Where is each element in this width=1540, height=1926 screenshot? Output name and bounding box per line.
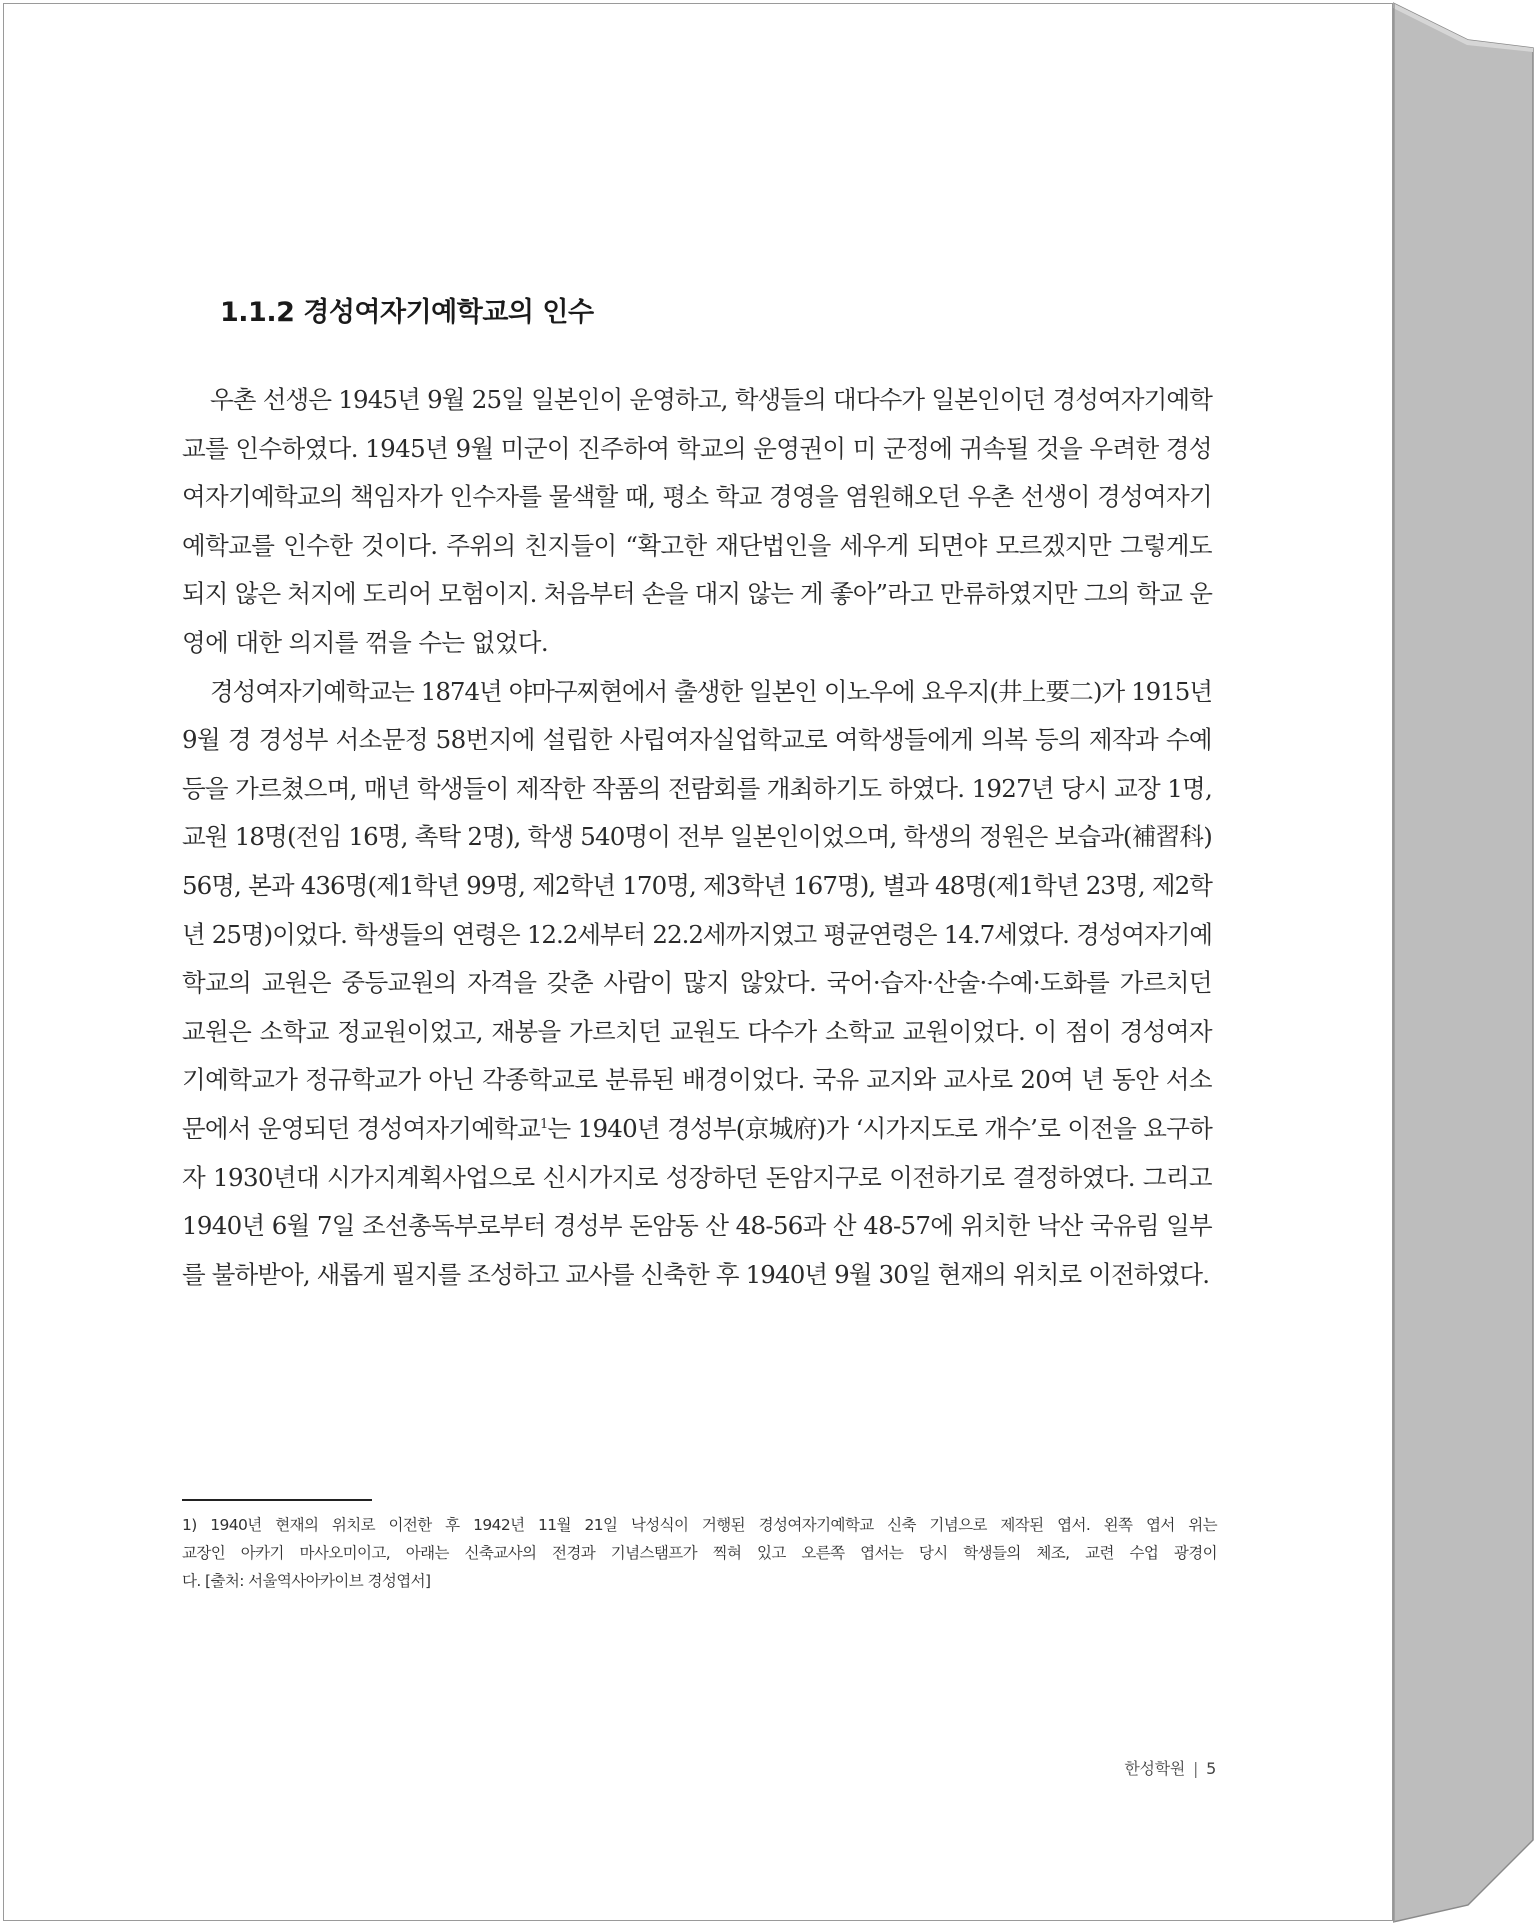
text-line: 여자기예학교의 책임자가 인수자를 물색할 때, 평소 학교 경영을 염원해오던 우촌 선생이 경성여자기: [182, 482, 1212, 512]
text-line: 9월 경 경성부 서소문정 58번지에 설립한 사립여자실업학교로 여학생들에게 의복 등의 제작과 수예: [182, 725, 1212, 755]
footnote-line: 1) 1940년 현재의 위치로 이전한 후 1942년 11월 21일 낙성식이 거행된 경성여자기예학교 신축 기념으로 제작된 엽서. 왼쪽 엽서 위는: [182, 1516, 1217, 1534]
footnote-reference[interactable]: 1: [539, 1116, 548, 1132]
paragraph-1: [182, 376, 1212, 668]
footer-separator: |: [1193, 1759, 1199, 1778]
text-line: 자 1930년대 시가지계획사업으로 신시가지로 성장하던 돈암지구로 이전하기로 결정하였다. 그리고: [182, 1162, 1212, 1192]
text-line-part: 는 1940년 경성부(京城府)가 ‘시가지도로 개수’로 이전을 요구하: [547, 1113, 1212, 1143]
page-footer: [1080, 1756, 1216, 1779]
running-title: 한성학원: [1124, 1759, 1186, 1778]
text-line-part: 문에서 운영되던 경성여자기예학교: [182, 1113, 540, 1143]
page-number: 5: [1206, 1759, 1216, 1778]
text-line: 1940년 6월 7일 조선총독부로부터 경성부 돈암동 산 48-56과 산 48-57에 위치한 낙산 국유림 일부: [182, 1211, 1212, 1241]
text-line: 예학교를 인수한 것이다. 주위의 친지들이 “확고한 재단법인을 세우게 되면야 모르겠지만 그렇게도: [182, 530, 1212, 560]
section-heading: 1.1.2 경성여자기예학교의 인수: [220, 297, 594, 328]
text-line: 교원은 소학교 정교원이었고, 재봉을 가르치던 교원도 다수가 소학교 교원이었다. 이 점이 경성여자: [182, 1016, 1212, 1046]
footnote-line: 교장인 아카기 마사오미이고, 아래는 신축교사의 전경과 기념스탬프가 찍혀 있고 오른쪽 엽서는 당시 학생들의 체조, 교련 수업 광경이: [182, 1544, 1217, 1562]
text-line: 교를 인수하였다. 1945년 9월 미군이 진주하여 학교의 운영권이 미 군정에 귀속될 것을 우려한 경성: [182, 433, 1212, 463]
footnote-divider: [182, 1499, 372, 1501]
paragraph-2: [182, 668, 1212, 1300]
text-line: 우촌 선생은 1945년 9월 25일 일본인이 운영하고, 학생들의 대다수가 일본인이던 경성여자기예학: [210, 385, 1212, 414]
text-line: 영에 대한 의지를 꺾을 수는 없었다.: [182, 627, 549, 657]
text-line: 되지 않은 처지에 도리어 모험이지. 처음부터 손을 대지 않는 게 좋아”라고 만류하였지만 그의 학교 운: [182, 579, 1212, 609]
body-text: [182, 376, 1212, 1299]
text-line: 교원 18명(전임 16명, 촉탁 2명), 학생 540명이 전부 일본인이었으며, 학생의 정원은 보습과(補習科): [182, 822, 1212, 852]
page-stack-edge: [1393, 0, 1540, 1926]
text-line: 등을 가르쳤으며, 매년 학생들이 제작한 작품의 전람회를 개최하기도 하였다. 1927년 당시 교장 1명,: [182, 773, 1212, 803]
footnote: [182, 1511, 1217, 1595]
text-line: 기예학교가 정규학교가 아닌 각종학교로 분류된 배경이었다. 국유 교지와 교사로 20여 년 동안 서소: [182, 1065, 1212, 1095]
text-line: 를 불하받아, 새롭게 필지를 조성하고 교사를 신축한 후 1940년 9월 30일 현재의 위치로 이전하였다.: [182, 1259, 1210, 1289]
text-line: 56명, 본과 436명(제1학년 99명, 제2학년 170명, 제3학년 167명), 별과 48명(제1학년 23명, 제2학: [182, 870, 1212, 900]
text-line-with-footnote: [182, 1105, 1212, 1154]
footnote-line: 다. [출처: 서울역사아카이브 경성엽서]: [182, 1572, 431, 1590]
text-line: 년 25명)이었다. 학생들의 연령은 12.2세부터 22.2세까지였고 평균연령은 14.7세였다. 경성여자기예: [182, 919, 1212, 949]
page-stack-edge-graphic: [1393, 0, 1540, 1926]
text-line: 학교의 교원은 중등교원의 자격을 갖춘 사람이 많지 않았다. 국어·습자·산술·수예·도화를 가르치던: [182, 968, 1212, 998]
text-line: 경성여자기예학교는 1874년 야마구찌현에서 출생한 일본인 이노우에 요우지(井上要二)가 1915년: [210, 676, 1212, 706]
